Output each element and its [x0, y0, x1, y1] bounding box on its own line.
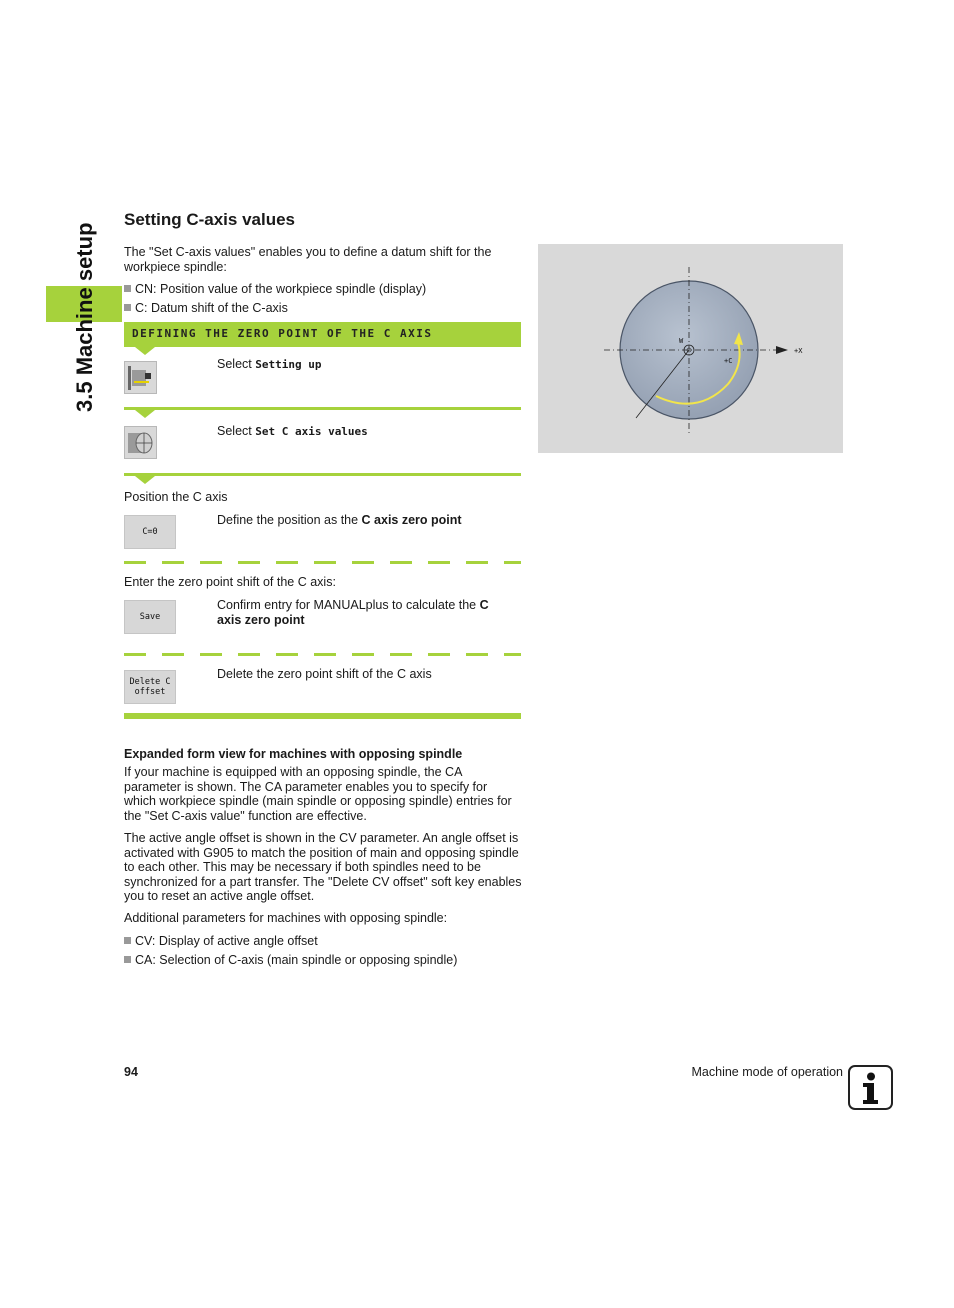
delete-c-offset-softkey[interactable]: Delete C offset [124, 670, 176, 704]
label-c: +C [724, 357, 733, 365]
c-axis-diagram [538, 244, 843, 453]
section-title: Setting C-axis values [124, 210, 296, 229]
expanded-paragraph-1: If your machine is equipped with an opposing spindle, the CA parameter is shown. The CA parameter enables you to specify for which workpiece spindle (main spindle or opposing spindle) entries for the "Set C-axis value" function are effective. [124, 765, 512, 823]
dashed-divider [124, 653, 521, 656]
label-x: +X [794, 347, 803, 355]
label-w: W [679, 337, 684, 345]
step-divider [124, 473, 521, 476]
bullet-item: CN: Position value of the workpiece spindle (display) [124, 282, 514, 297]
step-define-zero-point: Define the position as the C axis zero point [217, 513, 462, 527]
step-confirm-entry: Confirm entry for MANUALplus to calculate the C axis zero point [217, 598, 489, 627]
expanded-paragraph-3: Additional parameters for machines with opposing spindle: [124, 911, 448, 925]
setting-up-icon[interactable] [124, 361, 157, 394]
save-softkey[interactable]: Save [124, 600, 176, 634]
step-select-setting-up: Select Setting up [217, 357, 322, 371]
intro-paragraph: The "Set C-axis values" enables you to define a datum shift for the workpiece spindle: [124, 245, 492, 274]
enter-shift-text: Enter the zero point shift of the C axis: [124, 575, 336, 589]
bullet-square-icon [124, 285, 131, 292]
c-axis-values-icon[interactable] [124, 426, 157, 459]
step-divider [124, 407, 521, 410]
arrow-down-icon [135, 476, 155, 484]
c-zero-softkey[interactable]: C=0 [124, 515, 176, 549]
page-number: 94 [124, 1065, 138, 1079]
bullet-item: CA: Selection of C-axis (main spindle or opposing spindle) [124, 953, 522, 968]
step-delete-shift: Delete the zero point shift of the C axis [217, 667, 432, 681]
footer-chapter: Machine mode of operation [691, 1065, 843, 1079]
arrow-down-icon [135, 347, 155, 355]
bullet-square-icon [124, 956, 131, 963]
expanded-paragraph-2: The active angle offset is shown in the CV parameter. An angle offset is activated with G905 to match the position of main and opposing spindle to each other. This may be necessary if both spindles need to be synchronized for a part transfer. The "Delete CV offset" soft key enables you to reset an active angle offset. [124, 831, 522, 903]
c-axis-diagram-svg [538, 244, 843, 453]
info-icon [848, 1065, 893, 1110]
x-axis-arrow-icon [776, 346, 788, 354]
step-select-set-c-axis: Select Set C axis values [217, 424, 368, 438]
bullet-square-icon [124, 937, 131, 944]
bullet-item: C: Datum shift of the C-axis [124, 301, 514, 316]
procedure-header: DEFINING THE ZERO POINT OF THE C AXIS [124, 322, 521, 347]
bullet-square-icon [124, 304, 131, 311]
procedure-end-bar [124, 713, 521, 719]
expanded-heading: Expanded form view for machines with opposing spindle [124, 747, 463, 761]
position-c-axis-text: Position the C axis [124, 490, 228, 504]
arrow-down-icon [135, 410, 155, 418]
dashed-divider [124, 561, 521, 564]
bullet-item: CV: Display of active angle offset [124, 934, 522, 949]
